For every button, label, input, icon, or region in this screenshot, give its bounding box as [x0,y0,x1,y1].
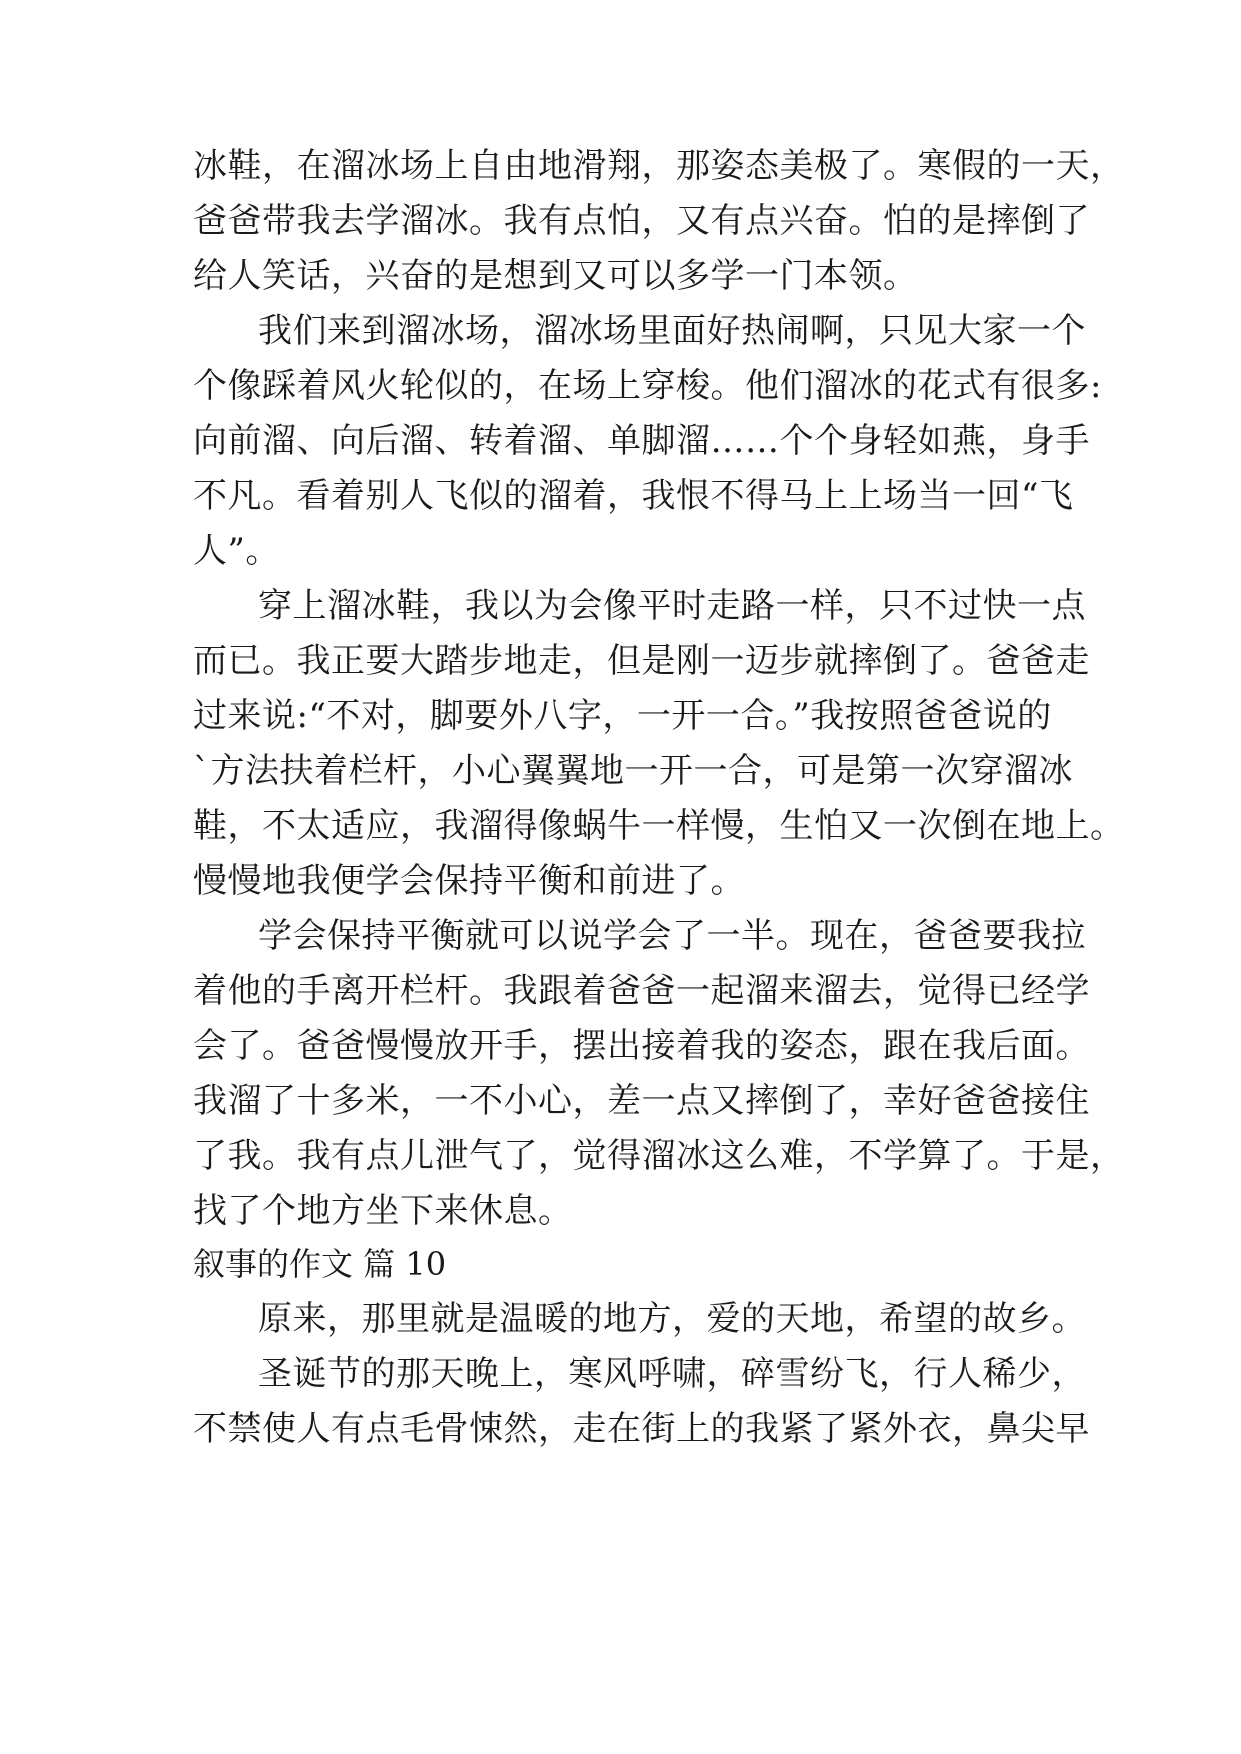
paragraph-line: 个像踩着风火轮似的，在场上穿梭。他们溜冰的花式有很多: [193,366,1102,406]
paragraph-line: 慢慢地我便学会保持平衡和前进了。 [193,861,745,901]
paragraph-line: 穿上溜冰鞋，我以为会像平时走路一样，只不过快一点 [258,586,1086,626]
paragraph-line: 原来，那里就是温暖的地方，爱的天地，希望的故乡。 [258,1299,1086,1339]
paragraph-line: 过来说:“不对，脚要外八字，一开一合。”我按照爸爸说的 [193,696,1052,736]
paragraph-line: 向前溜、向后溜、转着溜、单脚溜……个个身轻如燕，身手 [193,421,1090,461]
paragraph-line: 找了个地方坐下来休息。 [193,1191,573,1231]
paragraph-line: 着他的手离开栏杆。我跟着爸爸一起溜来溜去，觉得已经学 [193,971,1090,1011]
paragraph-line: 冰鞋，在溜冰场上自由地滑翔，那姿态美极了。寒假的一天， [193,146,1125,186]
paragraph-line: 鞋，不太适应，我溜得像蜗牛一样慢，生怕又一次倒在地上。 [193,806,1125,846]
paragraph-line: 会了。爸爸慢慢放开手，摆出接着我的姿态，跟在我后面。 [193,1026,1090,1066]
paragraph-line: 不禁使人有点毛骨悚然，走在街上的我紧了紧外衣，鼻尖早 [193,1409,1090,1449]
section-heading: 叙事的作文 篇 10 [193,1245,447,1283]
paragraph-line: 我们来到溜冰场，溜冰场里面好热闹啊，只见大家一个 [258,311,1086,351]
paragraph-line: `方法扶着栏杆，小心翼翼地一开一合，可是第一次穿溜冰 [193,751,1073,791]
paragraph-line: 人”。 [193,531,280,571]
paragraph-line: 圣诞节的那天晚上，寒风呼啸，碎雪纷飞，行人稀少， [258,1354,1086,1394]
paragraph-line: 学会保持平衡就可以说学会了一半。现在，爸爸要我拉 [258,916,1086,956]
paragraph-line: 而已。我正要大踏步地走，但是刚一迈步就摔倒了。爸爸走 [193,641,1090,681]
paragraph-line: 不凡。看着别人飞似的溜着，我恨不得马上上场当一回“飞 [193,476,1074,516]
paragraph-line: 了我。我有点儿泄气了，觉得溜冰这么难，不学算了。于是， [193,1136,1125,1176]
paragraph-line: 我溜了十多米，一不小心，差一点又摔倒了，幸好爸爸接住 [193,1081,1090,1121]
paragraph-line: 给人笑话，兴奋的是想到又可以多学一门本领。 [193,256,918,296]
paragraph-line: 爸爸带我去学溜冰。我有点怕，又有点兴奋。怕的是摔倒了 [193,201,1090,241]
